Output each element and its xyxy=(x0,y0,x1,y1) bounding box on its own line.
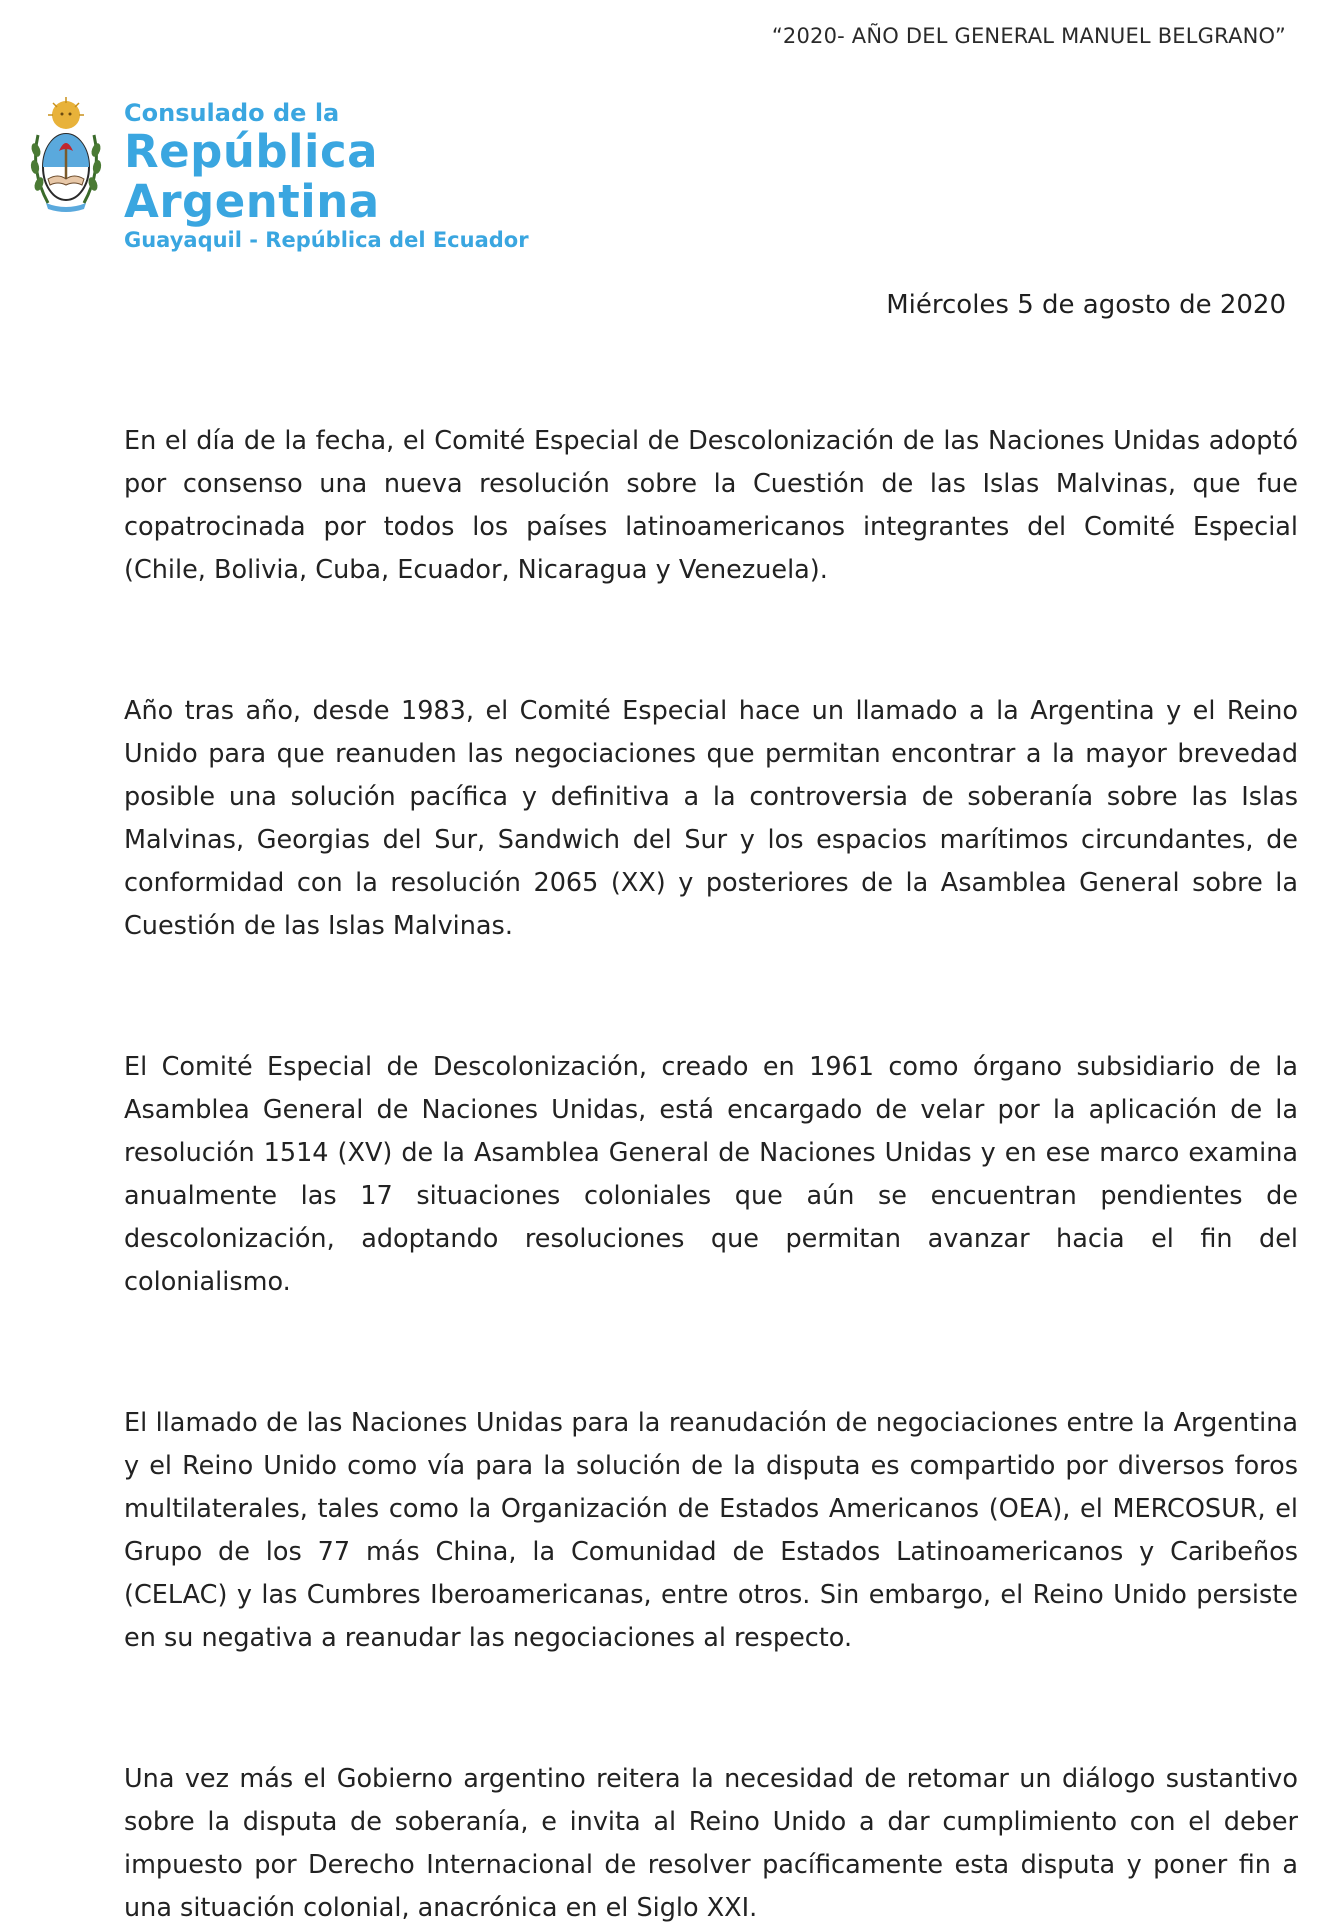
document-body xyxy=(124,420,1298,1930)
paragraph: El llamado de las Naciones Unidas para la reanudación de negociaciones entre la Argentina y el Reino Unido como vía para la solución de la disputa es compartido por diversos foros multilaterales, tales como la Organización de Estados Americanos (OEA), el MERCOSUR, el Grupo de los 77 más China, la Comunidad de Estados Latinoamericanos y Caribeños (CELAC) y las Cumbres Iberoamericanas, entre otros. Sin embargo, el Reino Unido persiste en su negativa a reanudar las negociaciones al respecto. xyxy=(124,1408,1298,1653)
letterhead-consulate-label: Consulado de la xyxy=(124,99,340,127)
coat-of-arms-icon xyxy=(28,95,104,215)
document-date: Miércoles 5 de agosto de 2020 xyxy=(886,290,1286,320)
paragraph: En el día de la fecha, el Comité Especial de Descolonización de las Naciones Unidas adoptó por consenso una nueva resolución sobre la Cuestión de las Islas Malvinas, que fue copatrocinada por todos los países latinoamericanos integrantes del Comité Especial (Chile, Bolivia, Cuba, Ecuador, Nicaragua y Venezuela). xyxy=(124,426,1298,585)
paragraph: El Comité Especial de Descolonización, creado en 1961 como órgano subsidiario de la Asamblea General de Naciones Unidas, está encargado de velar por la aplicación de la resolución 1514 (XV) de la Asamblea General de Naciones Unidas y en ese marco examina anualmente las 17 situaciones coloniales que aún se encuentran pendientes de descolonización, adoptando resoluciones que permitan avanzar hacia el fin del colonialismo. xyxy=(124,1052,1298,1297)
paragraph: Una vez más el Gobierno argentino reitera la necesidad de retomar un diálogo sustantivo sobre la disputa de soberanía, e invita al Reino Unido a dar cumplimiento con el deber impuesto por Derecho Internacional de resolver pacíficamente esta disputa y poner fin a una situación colonial, anacrónica en el Siglo XXI. xyxy=(124,1764,1298,1923)
letterhead xyxy=(28,95,648,252)
letterhead-country-name: República Argentina xyxy=(124,125,380,228)
letterhead-location: Guayaquil - República del Ecuador xyxy=(124,228,529,252)
letterhead-text xyxy=(124,99,648,253)
paragraph: Año tras año, desde 1983, el Comité Especial hace un llamado a la Argentina y el Reino Unido para que reanuden las negociaciones que permitan encontrar a la mayor brevedad posible una solución pacífica y definitiva a la controversia de soberanía sobre las Islas Malvinas, Georgias del Sur, Sandwich del Sur y los espacios marítimos circundantes, de conformidad con la resolución 2065 (XX) y posteriores de la Asamblea General sobre la Cuestión de las Islas Malvinas. xyxy=(124,696,1298,941)
year-motto: “2020- AÑO DEL GENERAL MANUEL BELGRANO” xyxy=(771,24,1286,48)
